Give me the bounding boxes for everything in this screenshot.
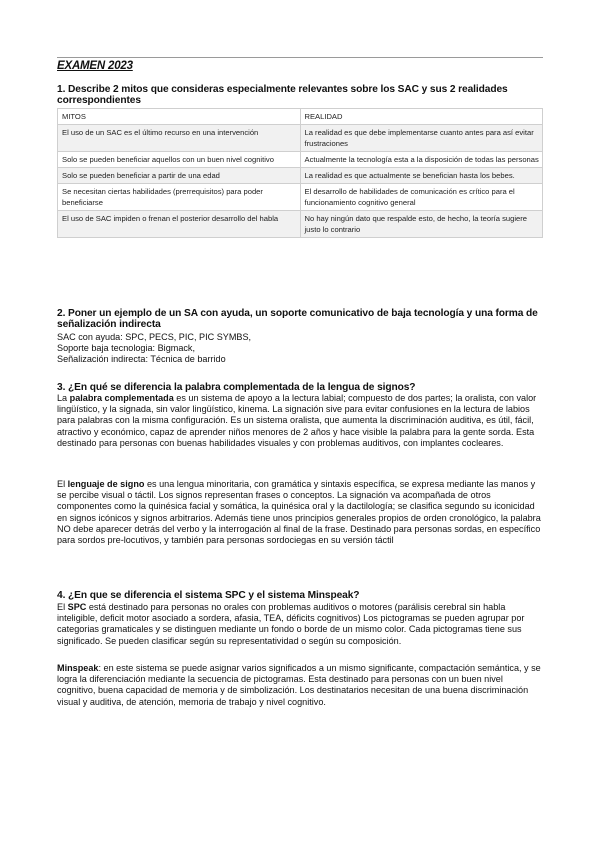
header-mitos: MITOS — [58, 109, 301, 125]
question-3-heading: 3. ¿En qué se diferencia la palabra complementada de la lengua de signos? — [57, 382, 416, 393]
term-lenguaje-de-signo: lenguaje de signo — [67, 479, 145, 489]
table-row — [58, 168, 543, 184]
table-row — [58, 125, 543, 152]
question-2-answer — [57, 332, 543, 365]
reality-cell: No hay ningún dato que respalde esto, de hecho, la teoría sugiere justo lo contrario — [300, 211, 543, 238]
question-3-paragraph-1 — [57, 393, 543, 449]
question-1-heading: 1. Describe 2 mitos que consideras especialmente relevantes sobre los SAC y sus 2 realidades correspondientes — [57, 84, 508, 106]
answer-line: Soporte baja tecnologia: Bigmack, — [57, 343, 196, 353]
myth-cell: Solo se pueden beneficiar a partir de una edad — [58, 168, 301, 184]
exam-title: EXAMEN 2023 — [57, 60, 133, 72]
question-4-paragraph-1 — [57, 602, 543, 647]
paragraph-text: La — [57, 393, 70, 403]
paragraph-text: : en este sistema se puede asignar varios significados a un mismo significante, compactación semántica, y se logra la diferenciación mediante la secuencia de pictogramas. Esta destinado para personas con un buen nivel cognitivo, buena capacidad de memoria y de simbolización. Los destinatarios necesitan de una buena discriminación visual y auditiva, de atención, memoria de trabajo y nivel cognitivo. — [57, 663, 541, 707]
reality-cell: La realidad es que debe implementarse cuanto antes para así evitar frustraciones — [300, 125, 543, 152]
term-palabra-complementada: palabra complementada — [69, 393, 174, 403]
question-4-heading: 4. ¿En que se diferencia el sistema SPC y el sistema Minspeak? — [57, 590, 360, 601]
question-4-paragraph-2 — [57, 663, 543, 708]
myth-cell: El uso de SAC impiden o frenan el posterior desarrollo del habla — [58, 211, 301, 238]
top-rule — [57, 57, 543, 58]
term-spc: SPC — [67, 602, 87, 612]
paragraph-text: es un sistema de apoyo a la lectura labial; compuesto de dos partes; la oralista, con valor lingüístico, y la signada, sin valor lingüístico, kinema. La signación sive para evitar confusiones en la lectura de labios para palabras con la misma configuración. Es un sistema oralista, que aumenta la discriminación auditiva, es útil, fácil, atractivo y económico, capaz de aprender niños menores de 2 años y hace visible la palabra para la gente sorda. Esta destinado para personas con buenas habilidades visuales y con problemas auditivos, con implantes cocleares. — [57, 393, 537, 448]
reality-cell: Actualmente la tecnología esta a la disposición de todas las personas — [300, 152, 543, 168]
myth-cell: Solo se pueden beneficiar aquellos con un buen nivel cognitivo — [58, 152, 301, 168]
table-row — [58, 152, 543, 168]
myth-cell: El uso de un SAC es el último recurso en una intervención — [58, 125, 301, 152]
answer-line: Señalización indirecta: Técnica de barrido — [57, 354, 226, 364]
paragraph-text: El — [57, 479, 68, 489]
answer-line: SAC con ayuda: SPC, PECS, PIC, PIC SYMBS, — [57, 332, 252, 342]
paragraph-text: es una lengua minoritaria, con gramática y sintaxis específica, se expresa mediante las manos y se percibe visual o táctil. Los signos representan frases o conceptos. La signación va acompañada de otros componentes como la quinésica facial y somática, la quinésica oral y la dactilología; se clasifica segundo su iconicidad en signos icónicos y signos arbitrarios. Además tiene unos principios generales propios de orden cronológico, la palabra NO debe aparecer detrás del verbo y la interrogación al final de la frase. Destinado para personas sordas, en específico para sordos pre-locutivos, y también para personas sordociegas en su versión táctil — [57, 479, 541, 546]
table-row — [58, 184, 543, 211]
reality-cell: El desarrollo de habilidades de comunicación es crítico para el funcionamiento cognitivo general — [300, 184, 543, 211]
question-2-heading: 2. Poner un ejemplo de un SA con ayuda, un soporte comunicativo de baja tecnología y una forma de señalización indirecta — [57, 308, 538, 330]
myth-cell: Se necesitan ciertas habilidades (prerrequisitos) para poder beneficiarse — [58, 184, 301, 211]
myths-table — [57, 108, 543, 238]
term-minspeak: Minspeak — [57, 663, 99, 673]
table-header-row — [58, 109, 543, 125]
table-row — [58, 211, 543, 238]
paragraph-text: está destinado para personas no orales con problemas auditivos o motores (parálisis cerebral sin habla inteligible, deficit motor asociado a sordera, afasia, TEA, déficits cognitivos) Los pictogramas se pueden agrupar por categorias gramaticales y se distinguen mediante un fondo o borde de un mismo color. Cada pictogramas tiene sus significado. Se pueden clasificar según su representatividad o según su composición. — [57, 602, 525, 646]
header-realidad: REALIDAD — [300, 109, 543, 125]
paragraph-text: El — [57, 602, 68, 612]
reality-cell: La realidad es que actualmente se benefician hasta los bebes. — [300, 168, 543, 184]
question-3-paragraph-2 — [57, 479, 543, 546]
